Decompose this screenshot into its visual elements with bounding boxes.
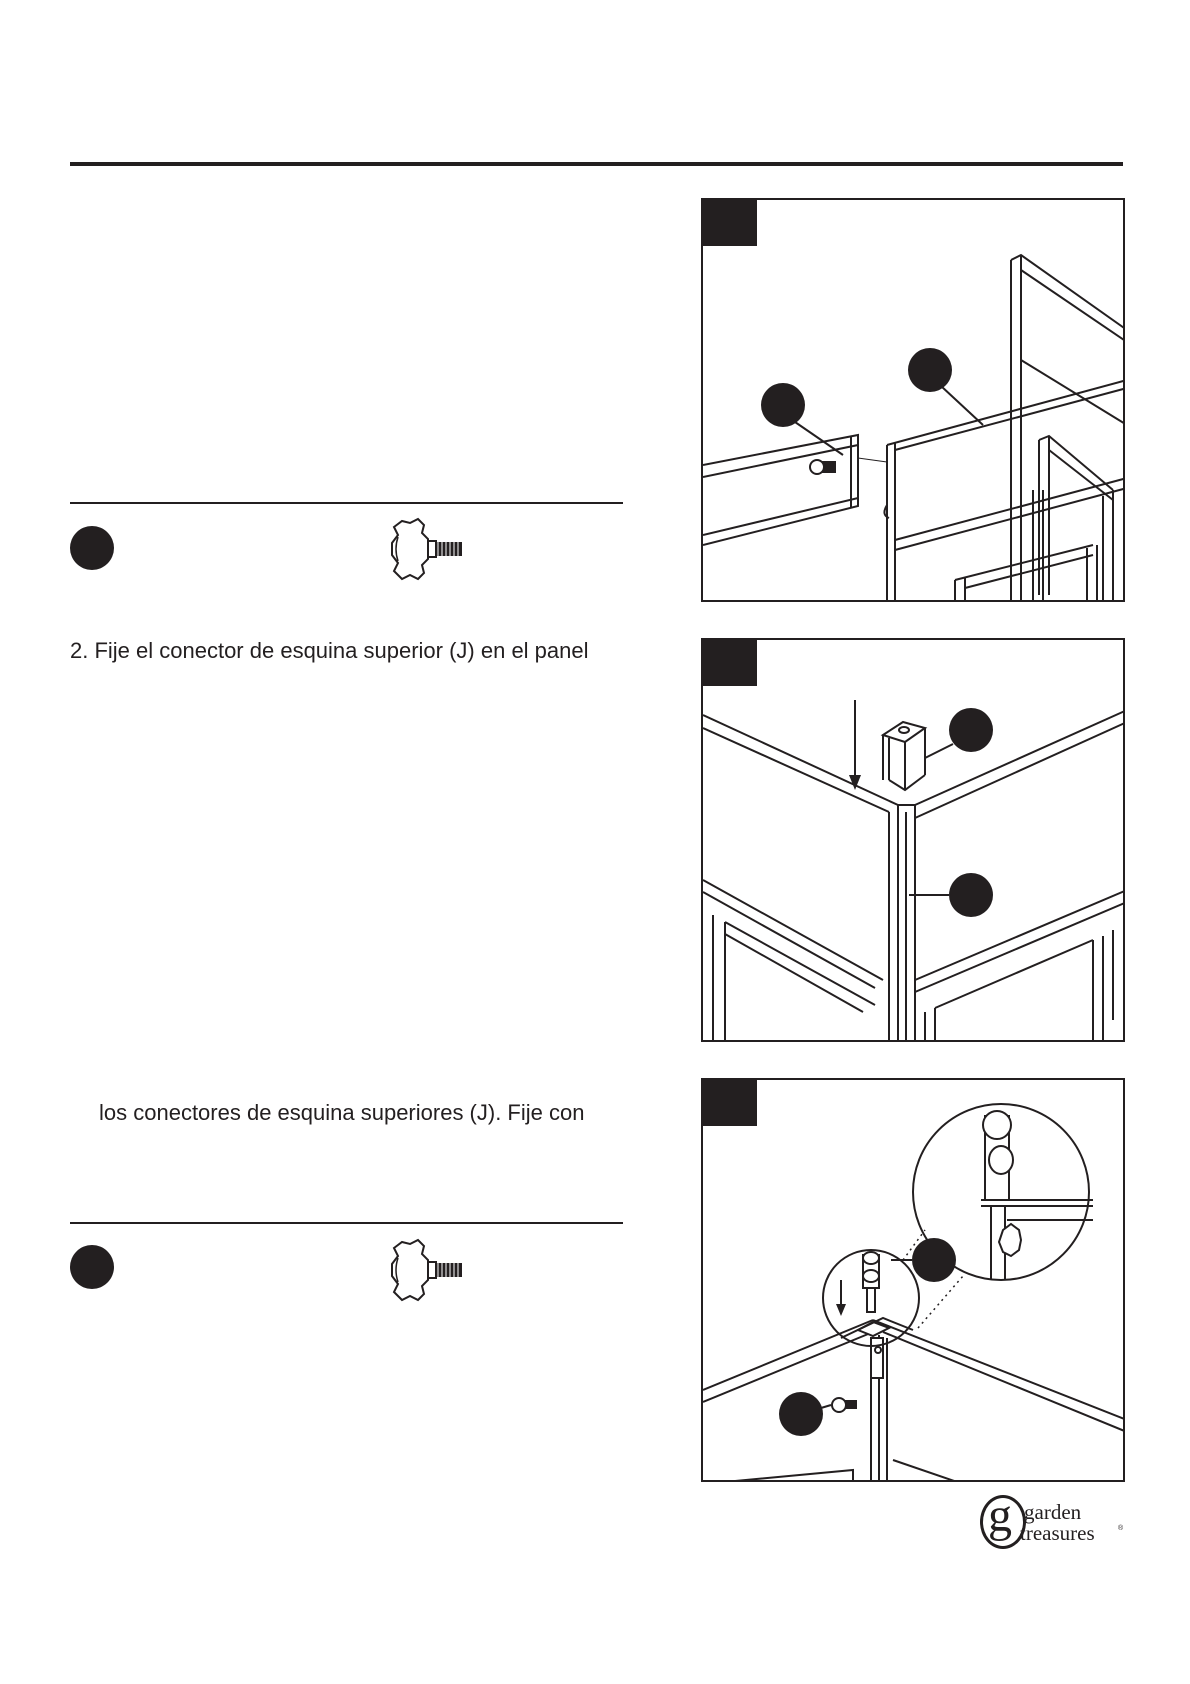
callout-circle [908,348,952,392]
section-divider-1 [70,502,623,504]
step-2-text: 2. Fije el conector de esquina superior (J) en el panel [70,638,589,663]
logo-letter: g [988,1489,1012,1542]
callout-circle [912,1238,956,1282]
callout-circle [949,873,993,917]
header-rule [70,162,1123,166]
part-badge-2 [70,1245,114,1289]
knob-bolt-icon [388,515,468,585]
knob-bolt-icon [388,1236,468,1306]
figure-1-illustration [703,200,1125,602]
callout-circle [761,383,805,427]
callout-circle [779,1392,823,1436]
logo-trademark: ® [1118,1525,1124,1532]
callout-circle [949,708,993,752]
figure-panel-2 [701,638,1125,1042]
figure-2-illustration [703,640,1125,1042]
logo-text-treasures: treasures [1020,1521,1095,1545]
section-divider-2 [70,1222,623,1224]
step-3-text: los conectores de esquina superiores (J). Fije con [99,1100,585,1125]
figure-panel-3 [701,1078,1125,1482]
figure-3-illustration [703,1080,1125,1482]
garden-treasures-logo [980,1489,1130,1553]
figure-panel-1 [701,198,1125,602]
part-badge-1 [70,526,114,570]
logo-text-garden: garden [1024,1500,1082,1524]
